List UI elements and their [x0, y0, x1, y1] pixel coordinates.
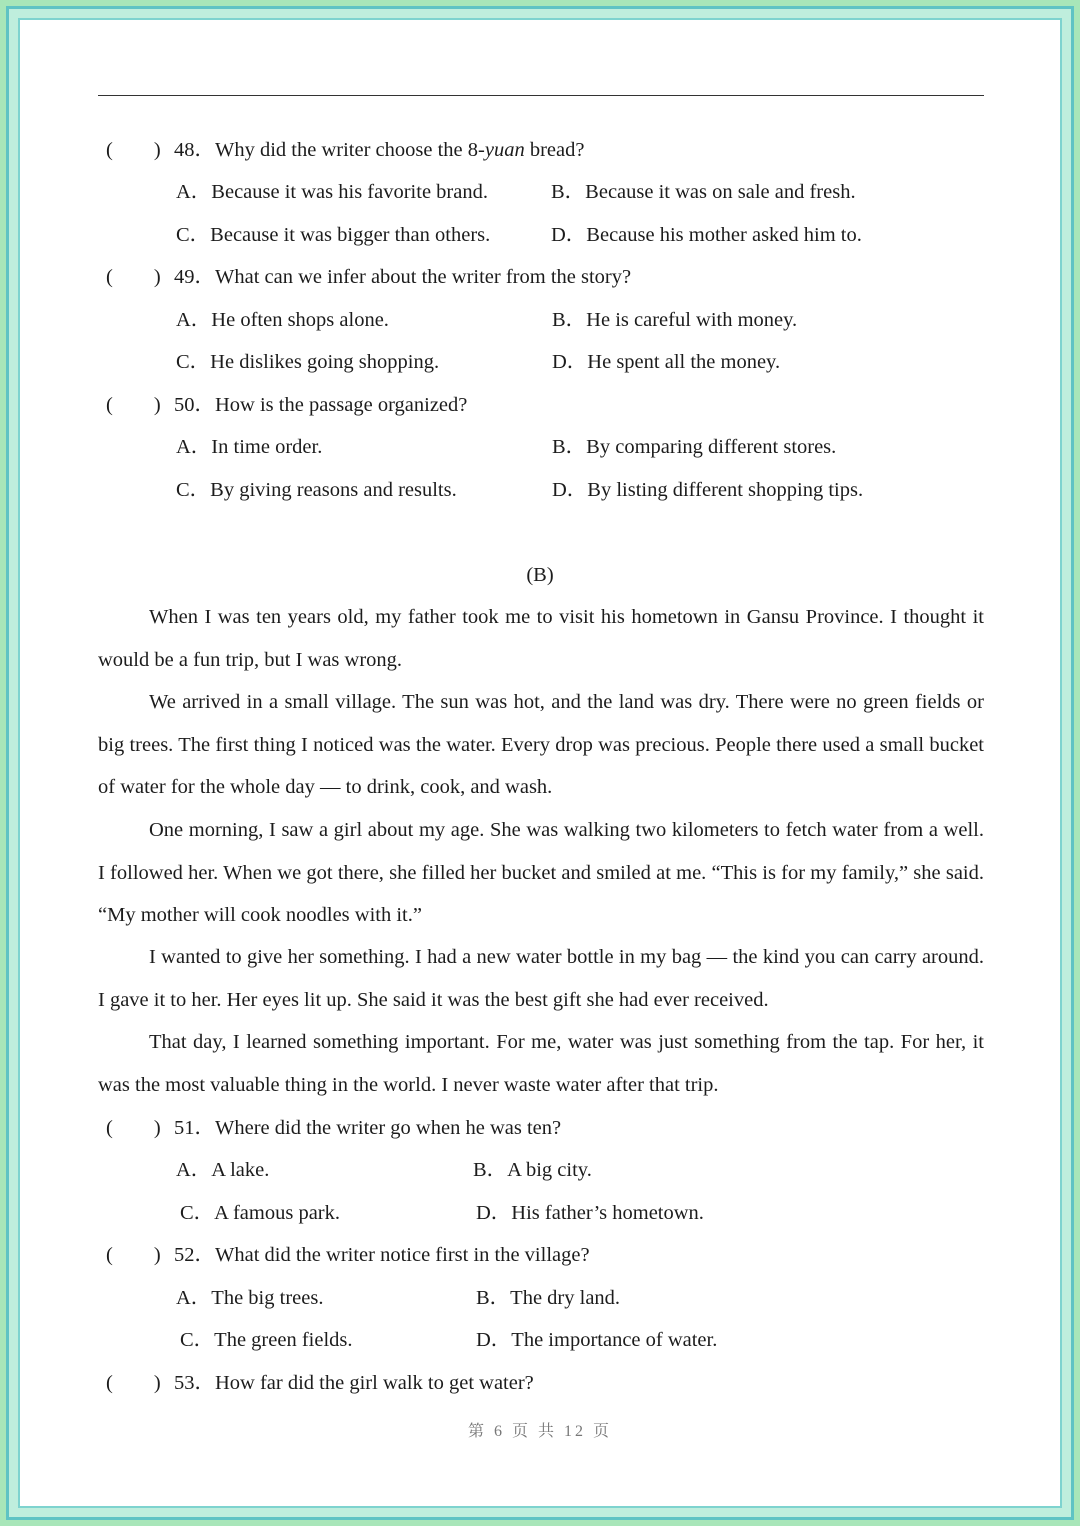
- option-d: D．The importance of water.: [476, 1329, 718, 1351]
- passage-paragraph-4: I wanted to give her something. I had a new water bottle in my bag — the kind you can carry around. I gave it to her. Her eyes lit up. She said it was the best gift she had ever received.: [98, 946, 984, 1011]
- question-stem: 53．How far did the girl walk to get water?: [174, 1372, 534, 1394]
- question-stem: 51．Where did the writer go when he was ten?: [174, 1117, 562, 1139]
- answer-blank: ( ): [106, 1372, 161, 1394]
- question-stem: 49．What can we infer about the writer from the story?: [174, 266, 632, 288]
- question-stem: 48．Why did the writer choose the 8-yuan bread?: [174, 139, 585, 161]
- page-number: 第 6 页 共 12 页: [467, 1423, 612, 1440]
- option-d: D．He spent all the money.: [552, 351, 781, 373]
- option-c: C．The green fields.: [180, 1329, 353, 1351]
- answer-blank: ( ): [106, 1244, 161, 1266]
- option-c: C．He dislikes going shopping.: [176, 351, 440, 373]
- option-d: D．Because his mother asked him to.: [551, 224, 862, 246]
- option-c: C．A famous park.: [180, 1202, 340, 1224]
- option-a: A．The big trees.: [176, 1287, 324, 1309]
- option-d: D．By listing different shopping tips.: [552, 479, 864, 501]
- passage-paragraph-1: When I was ten years old, my father took me to visit his hometown in Gansu Province. I thought it would be a fun trip, but I was wrong.: [98, 606, 984, 671]
- answer-blank: ( ): [106, 394, 161, 416]
- option-a: A．He often shops alone.: [176, 309, 389, 331]
- header-rule: [98, 95, 984, 96]
- option-a: A．In time order.: [176, 436, 323, 458]
- option-b: B．The dry land.: [476, 1287, 621, 1309]
- option-b: B．By comparing different stores.: [552, 436, 837, 458]
- passage-paragraph-2: We arrived in a small village. The sun was hot, and the land was dry. There were no green fields or big trees. The first thing I noticed was the water. Every drop was precious. People there used a small bucket of water for the whole day — to drink, cook, and wash.: [98, 691, 984, 799]
- question-stem: 50．How is the passage organized?: [174, 394, 468, 416]
- option-a: A．A lake.: [176, 1159, 270, 1181]
- section-title: (B): [526, 564, 554, 586]
- option-d: D．His father’s hometown.: [476, 1202, 704, 1224]
- option-b: B．A big city.: [473, 1159, 592, 1181]
- option-a: A．Because it was his favorite brand.: [176, 181, 488, 203]
- answer-blank: ( ): [106, 266, 161, 288]
- passage-paragraph-5: That day, I learned something important. For me, water was just something from the tap. For her, it was the most valuable thing in the world. I never waste water after that trip.: [98, 1031, 984, 1096]
- answer-blank: ( ): [106, 1117, 161, 1139]
- passage-paragraph-3: One morning, I saw a girl about my age. She was walking two kilometers to fetch water from a well. I followed her. When we got there, she filled her bucket and smiled at me. “This is for my family,” she said. “My mother will cook noodles with it.”: [98, 819, 984, 927]
- question-stem: 52．What did the writer notice first in the village?: [174, 1244, 590, 1266]
- option-b: B．Because it was on sale and fresh.: [551, 181, 856, 203]
- option-c: C．Because it was bigger than others.: [176, 224, 491, 246]
- option-c: C．By giving reasons and results.: [176, 479, 457, 501]
- option-b: B．He is careful with money.: [552, 309, 798, 331]
- answer-blank: ( ): [106, 139, 161, 161]
